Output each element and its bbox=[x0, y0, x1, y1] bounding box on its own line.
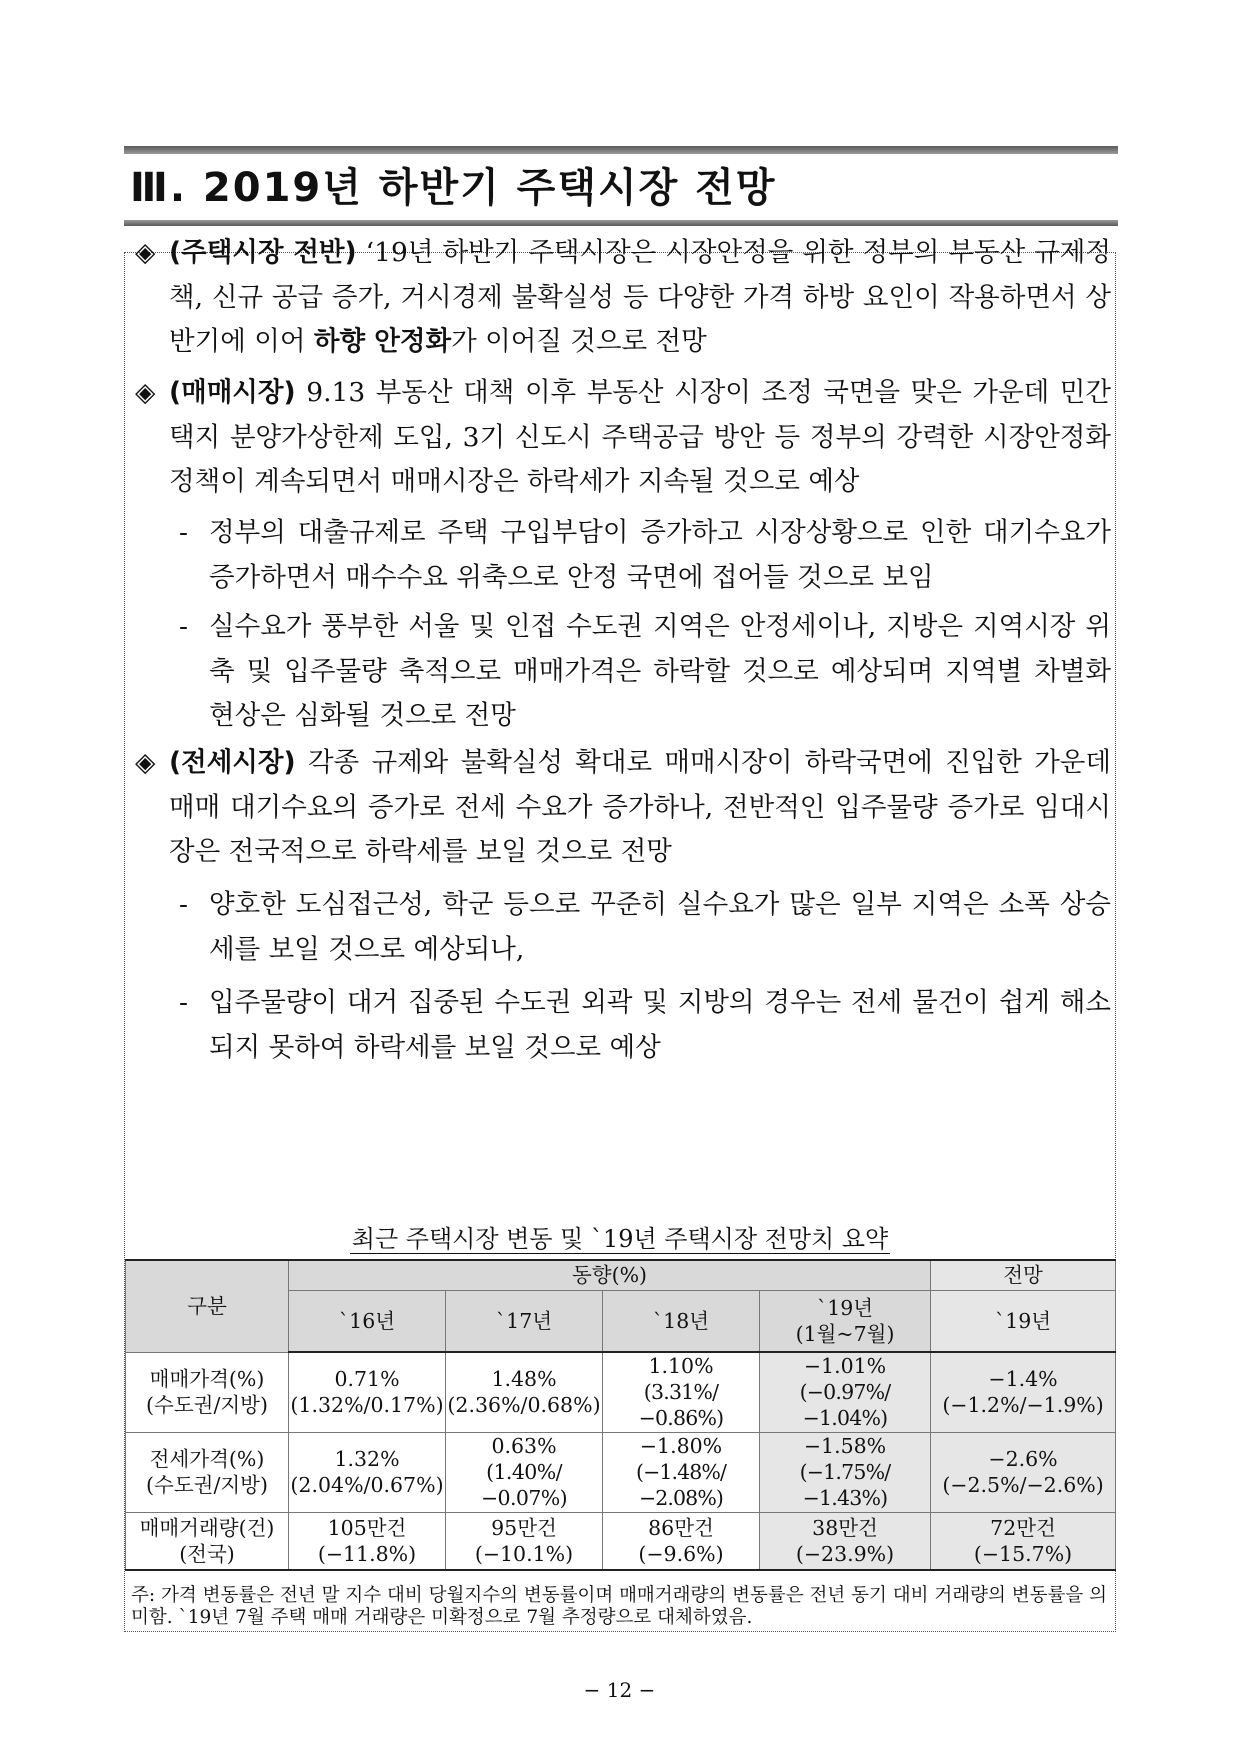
header-year-16: `16년 bbox=[289, 1290, 446, 1352]
cell-value: 38만건 bbox=[812, 1515, 878, 1540]
table-cell bbox=[446, 1352, 603, 1432]
cell-value: 105만건 bbox=[327, 1515, 407, 1540]
section-title-block bbox=[124, 146, 1118, 226]
row-label-main: 전세가격(%) bbox=[149, 1447, 265, 1471]
diamond-bullet-icon: ◈ bbox=[135, 377, 156, 408]
cell-sub: (−10.1%) bbox=[474, 1541, 574, 1566]
cell-value: −1.4% bbox=[988, 1367, 1058, 1392]
table-cell bbox=[760, 1432, 931, 1512]
header-year-17: `17년 bbox=[446, 1290, 603, 1352]
cell-value: 86만건 bbox=[648, 1515, 714, 1540]
section-sales-lead: (매매시장) bbox=[169, 377, 296, 408]
section-jeonse-text bbox=[169, 741, 1111, 875]
header-year-19-period: (1월~7월) bbox=[795, 1321, 895, 1346]
cell-sub: (−1.48%/−2.08%) bbox=[635, 1460, 726, 1510]
table-cell bbox=[603, 1352, 760, 1432]
section-jeonse-body: 각종 규제와 불확실성 확대로 매매시장이 하락국면에 진입한 가운데 매매 대기수요의 증가로 전세 수요가 증가하나, 전반적인 입주물량 증가로 임대시장은 전국적으로 하락세를 보일 것으로 전망 bbox=[169, 747, 1111, 867]
dash-bullet: - bbox=[179, 987, 188, 1018]
jeonse-bullet-1-text: 양호한 도심접근성, 학군 등으로 꾸준히 실수요가 많은 일부 지역은 소폭 상승세를 보일 것으로 예상되나, bbox=[209, 889, 1111, 965]
section-overall-emphasis: 하향 안정화 bbox=[313, 326, 452, 357]
table-cell bbox=[931, 1512, 1116, 1570]
table-caption-text: 최근 주택시장 변동 및 `19년 주택시장 전망치 요약 bbox=[351, 1225, 889, 1253]
cell-sub: (−1.2%/−1.9%) bbox=[942, 1393, 1104, 1418]
table-header-row bbox=[126, 1260, 1116, 1290]
diamond-bullet-icon: ◈ bbox=[135, 237, 156, 268]
header-category: 구분 bbox=[126, 1260, 289, 1352]
section-title: Ⅲ. 2019년 하반기 주택시장 전망 bbox=[130, 165, 777, 211]
row-label bbox=[126, 1512, 289, 1570]
table-row bbox=[126, 1432, 1116, 1512]
cell-value: −1.58% bbox=[803, 1434, 887, 1458]
cell-sub: (−11.8%) bbox=[317, 1541, 417, 1566]
cell-value: 0.63% bbox=[491, 1434, 557, 1458]
header-trend: 동향(%) bbox=[289, 1260, 931, 1290]
cell-value: −1.80% bbox=[639, 1434, 723, 1458]
cell-sub: (1.32%/0.17%) bbox=[290, 1393, 444, 1418]
table-footnote: 주: 가격 변동률은 전년 말 지수 대비 당월지수의 변동률이며 매매거래량의 변동률은 전년 동기 대비 거래량의 변동률을 의미함. `19년 7월 주택 매매 거래량은 미확정으로 7월 추정량으로 대체하였음. bbox=[131, 1585, 1108, 1628]
table-row bbox=[126, 1512, 1116, 1570]
cell-value: −2.6% bbox=[988, 1447, 1058, 1471]
row-label bbox=[126, 1352, 289, 1432]
section-sales-body: 9.13 부동산 대책 이후 부동산 시장이 조정 국면을 맞은 가운데 민간택지 분양가상한제 도입, 3기 신도시 주택공급 방안 등 정부의 강력한 시장안정화 정책이 계속되면서 매매시장은 하락세가 지속될 것으로 예상 bbox=[169, 377, 1111, 497]
cell-sub: (3.31%/−0.86%) bbox=[638, 1380, 724, 1431]
table-cell bbox=[603, 1512, 760, 1570]
section-overall-body: ‘19년 하반기 주택시장은 시장안정을 위한 정부의 부동산 규제정책, 신규 공급 증가, 거시경제 불확실성 등 다양한 가격 하방 요인이 작용하면서 상반기에 이어 bbox=[169, 237, 1111, 357]
title-rule-bottom bbox=[124, 220, 1118, 226]
cell-sub: (−9.6%) bbox=[638, 1541, 724, 1566]
table-cell bbox=[931, 1432, 1116, 1512]
cell-value: 0.71% bbox=[334, 1367, 400, 1392]
dash-bullet: - bbox=[179, 611, 188, 642]
cell-value: 72만건 bbox=[990, 1515, 1056, 1540]
table-cell bbox=[289, 1352, 446, 1432]
jeonse-bullet-2-text: 입주물량이 대거 집중된 수도권 외곽 및 지방의 경우는 전세 물건이 쉽게 해소되지 못하여 하락세를 보일 것으로 예상 bbox=[209, 987, 1111, 1063]
cell-value: 95만건 bbox=[491, 1515, 557, 1540]
table-cell bbox=[603, 1432, 760, 1512]
header-year-19-trend bbox=[760, 1290, 931, 1352]
table-row bbox=[126, 1352, 1116, 1432]
cell-sub: (−23.9%) bbox=[795, 1541, 895, 1566]
section-sales-text bbox=[169, 371, 1111, 505]
dash-bullet: - bbox=[179, 889, 188, 920]
page-number: − 12 − bbox=[583, 1678, 656, 1702]
cell-value: 1.32% bbox=[334, 1447, 400, 1471]
row-label-sub: (전국) bbox=[179, 1541, 235, 1566]
row-label-main: 매매거래량(건) bbox=[139, 1515, 275, 1540]
section-jeonse-lead: (전세시장) bbox=[169, 747, 296, 778]
table-cell bbox=[760, 1352, 931, 1432]
cell-value: 1.10% bbox=[648, 1354, 714, 1379]
cell-value: −1.01% bbox=[803, 1354, 887, 1379]
table-cell bbox=[760, 1512, 931, 1570]
row-label-sub: (수도권/지방) bbox=[146, 1393, 268, 1417]
market-summary-table bbox=[125, 1259, 1116, 1571]
row-label-main: 매매가격(%) bbox=[149, 1367, 265, 1391]
row-label-sub: (수도권/지방) bbox=[146, 1473, 268, 1497]
section-overall-tail: 가 이어질 것으로 전망 bbox=[451, 326, 707, 357]
cell-sub: (−15.7%) bbox=[973, 1541, 1073, 1566]
cell-value: 1.48% bbox=[491, 1367, 557, 1392]
cell-sub: (−0.97%/−1.04%) bbox=[799, 1380, 891, 1431]
table-cell bbox=[289, 1432, 446, 1512]
header-year-19-label: `19년 bbox=[816, 1295, 874, 1320]
section-overall-text bbox=[169, 231, 1111, 365]
sales-bullet-2-text: 실수요가 풍부한 서울 및 인접 수도권 지역은 안정세이나, 지방은 지역시장 위축 및 입주물량 축적으로 매매가격은 하락할 것으로 예상되며 지역별 차별화 현상은 심화될 것으로 전망 bbox=[209, 611, 1111, 731]
section-overall-lead: (주택시장 전반) bbox=[169, 237, 357, 268]
row-label bbox=[126, 1432, 289, 1512]
cell-sub: (1.40%/−0.07%) bbox=[480, 1460, 568, 1510]
cell-sub: (−2.5%/−2.6%) bbox=[942, 1473, 1104, 1497]
header-year-19-forecast: `19년 bbox=[931, 1290, 1116, 1352]
header-year-18: `18년 bbox=[603, 1290, 760, 1352]
table-cell bbox=[446, 1432, 603, 1512]
table-cell bbox=[446, 1512, 603, 1570]
sales-bullet-1-text: 정부의 대출규제로 주택 구입부담이 증가하고 시장상황으로 인한 대기수요가 증가하면서 매수수요 위축으로 안정 국면에 접어들 것으로 보임 bbox=[209, 517, 1111, 593]
cell-sub: (2.04%/0.67%) bbox=[290, 1473, 444, 1497]
cell-sub: (2.36%/0.68%) bbox=[447, 1393, 601, 1418]
dash-bullet: - bbox=[179, 517, 188, 548]
table-caption bbox=[125, 1219, 1115, 1254]
cell-sub: (−1.75%/−1.43%) bbox=[799, 1460, 891, 1510]
table-cell bbox=[931, 1352, 1116, 1432]
content-box bbox=[124, 237, 1116, 1632]
header-forecast: 전망 bbox=[931, 1260, 1116, 1290]
diamond-bullet-icon: ◈ bbox=[135, 747, 156, 778]
table-cell bbox=[289, 1512, 446, 1570]
title-rule-top bbox=[124, 146, 1118, 154]
